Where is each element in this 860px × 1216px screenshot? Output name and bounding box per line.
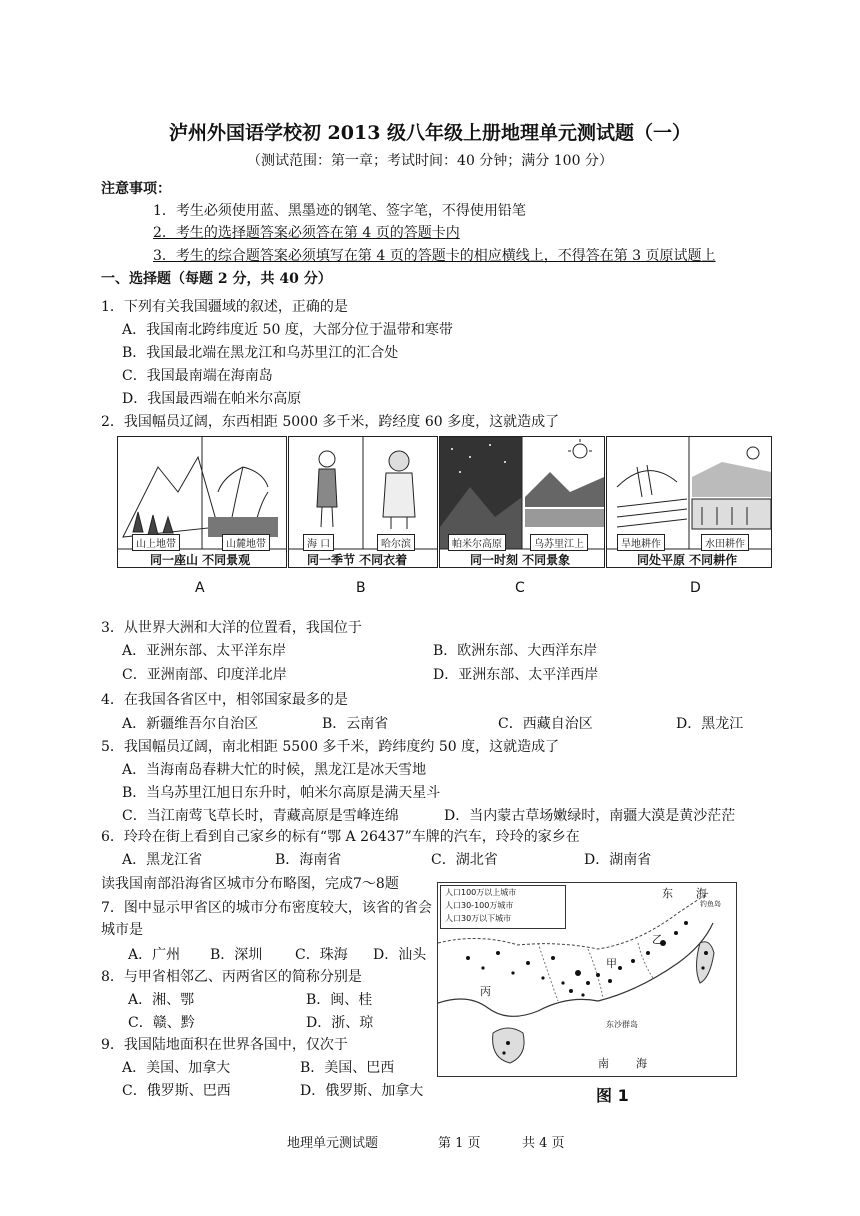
q9-stem: 9．我国陆地面积在世界各国中，仅次于 [101,1037,348,1053]
q4-option-b: B．云南省 [322,716,389,732]
q5-stem: 5．我国幅员辽阔，南北相距 5500 多千米，跨纬度约 50 度，这就造成了 [101,739,560,755]
q4-stem: 4．在我国各省区中，相邻国家最多的是 [101,692,348,708]
q6-option-c: C．湖北省 [431,852,498,868]
figure-caption: 图 1 [596,1086,629,1105]
q8-option-b: B．闽、桂 [306,992,373,1008]
map-label-yi: 乙 [652,933,663,946]
panel-d-label-2: 水田耕作 [701,534,749,551]
q7-stem-line2: 城市是 [101,922,143,938]
panel-a-label-1: 山上地带 [132,534,180,551]
panel-c [439,436,605,568]
map-label-nan: 南 [598,1057,609,1070]
notes-heading: 注意事项： [101,181,171,197]
q1-option-b: B．我国最北端在黑龙江和乌苏里江的汇合处 [122,345,399,361]
map-label-hai1: 海 [696,887,707,900]
q3-option-c: C．亚洲南部、印度洋北岸 [122,667,287,683]
panel-letter-d: D [690,580,701,596]
panel-d-caption: 同处平原 不同耕作 [637,553,738,567]
panel-a-label-2: 山麓地带 [222,534,270,551]
q9-option-a: A．美国、加拿大 [122,1060,231,1076]
footer-total: 共 4 页 [522,1136,565,1151]
map-label-hai2: 海 [636,1057,647,1070]
q3-stem: 3．从世界大洲和大洋的位置看，我国位于 [101,620,362,636]
panel-a-caption: 同一座山 不同景观 [150,553,251,567]
q5-option-d: D．当内蒙古草场嫩绿时，南疆大漠是黄沙茫茫 [444,808,736,824]
panel-letter-c: C [515,580,525,596]
q8-option-c: C．赣、黔 [128,1015,195,1031]
panel-d [606,436,772,568]
panel-letter-a: A [195,580,205,596]
q4-option-c: C．西藏自治区 [498,716,593,732]
q9-option-b: B．美国、巴西 [300,1060,395,1076]
q1-option-c: C．我国最南端在海南岛 [122,368,273,384]
q6-option-b: B．海南省 [275,852,342,868]
q1-stem: 1．下列有关我国疆域的叙述，正确的是 [101,299,348,315]
legend-item-small: 人口30万以下城市 [445,914,512,923]
footer-name: 地理单元测试题 [287,1136,379,1151]
q6-option-d: D．湖南省 [584,852,652,868]
q5-option-a: A．当海南岛春耕大忙的时候，黑龙江是冰天雪地 [122,762,427,778]
panel-b-label-1: 海 口 [303,534,334,551]
footer-page: 第 1 页 [438,1136,481,1151]
q6-option-a: A．黑龙江省 [122,852,203,868]
legend-item-large: 人口100万以上城市 [445,888,517,897]
panel-a [117,436,287,568]
q8-stem: 8．与甲省相邻乙、丙两省区的简称分别是 [101,969,362,985]
q1-option-d: D．我国最西端在帕米尔高原 [122,391,302,407]
city-distribution-map [437,882,737,1077]
map-label-dongsha: 东沙群岛 [606,1020,638,1029]
map-label-dong: 东 [662,887,673,900]
q9-option-c: C．俄罗斯、巴西 [122,1083,231,1099]
test-scope: （测试范围：第一章；考试时间：40 分钟；满分 100 分） [247,153,613,169]
panel-c-label-1: 帕米尔高原 [448,534,506,551]
section-heading: 一、选择题（每题 2 分，共 40 分） [101,271,332,287]
panel-b [288,436,438,568]
q7-option-c: C．珠海 [295,947,348,963]
q4-option-d: D．黑龙江 [676,716,744,732]
q3-option-b: B．欧洲东部、大西洋东岸 [433,643,598,659]
map-label-diaoyu: 钓鱼岛 [700,900,721,908]
q7-option-a: A．广州 [128,947,181,963]
note-3: 3．考生的综合题答案必须填写在第 4 页的答题卡的相应横线上，不得答在第 3 页原试题上 [153,248,716,264]
q7-option-b: B．深圳 [210,947,263,963]
legend-item-medium: 人口30-100万城市 [445,901,514,910]
q3-option-d: D．亚洲东部、太平洋西岸 [433,667,599,683]
q3-option-a: A．亚洲东部、太平洋东岸 [122,643,287,659]
q1-option-a: A．我国南北跨纬度近 50 度，大部分位于温带和寒带 [122,322,453,338]
note-2: 2．考生的选择题答案必须答在第 4 页的答题卡内 [153,225,460,241]
q4-option-a: A．新疆维吾尔自治区 [122,716,259,732]
panel-b-caption: 同一季节 不同衣着 [307,553,408,567]
map-legend [440,885,566,929]
map-label-jia: 甲 [606,957,617,970]
q7-8-intro: 读我国南部沿海省区城市分布略图，完成7～8题 [101,876,399,892]
q8-option-a: A．湘、鄂 [128,992,195,1008]
q5-option-b: B．当乌苏里江旭日东升时，帕米尔高原是满天星斗 [122,785,441,801]
note-1: 1．考生必须使用蓝、黑墨迹的钢笔、签字笔，不得使用铅笔 [153,203,526,219]
q2-stem: 2．我国幅员辽阔，东西相距 5000 多千米，跨经度 60 多度，这就造成了 [101,414,560,430]
q9-option-d: D．俄罗斯、加拿大 [300,1083,424,1099]
panel-c-caption: 同一时刻 不同景象 [470,553,571,567]
page-title: 泸州外国语学校初 2013 级八年级上册地理单元测试题（一） [168,122,692,144]
q5-option-c: C．当江南莺飞草长时，青藏高原是雪峰连绵 [122,808,399,824]
panel-d-label-1: 旱地耕作 [617,534,665,551]
map-label-bing: 丙 [480,985,491,998]
q7-option-d: D．汕头 [373,947,427,963]
panel-letter-b: B [356,580,366,596]
q7-stem-line1: 7．图中显示甲省区的城市分布密度较大，该省的省会 [101,900,432,916]
q8-option-d: D．浙、琼 [306,1015,374,1031]
panel-b-label-2: 哈尔滨 [377,534,415,551]
panel-c-label-2: 乌苏里江上 [530,534,588,551]
q6-stem: 6．玲玲在街上看到自己家乡的标有“鄂 A 26437”车牌的汽车，玲玲的家乡在 [101,829,580,845]
